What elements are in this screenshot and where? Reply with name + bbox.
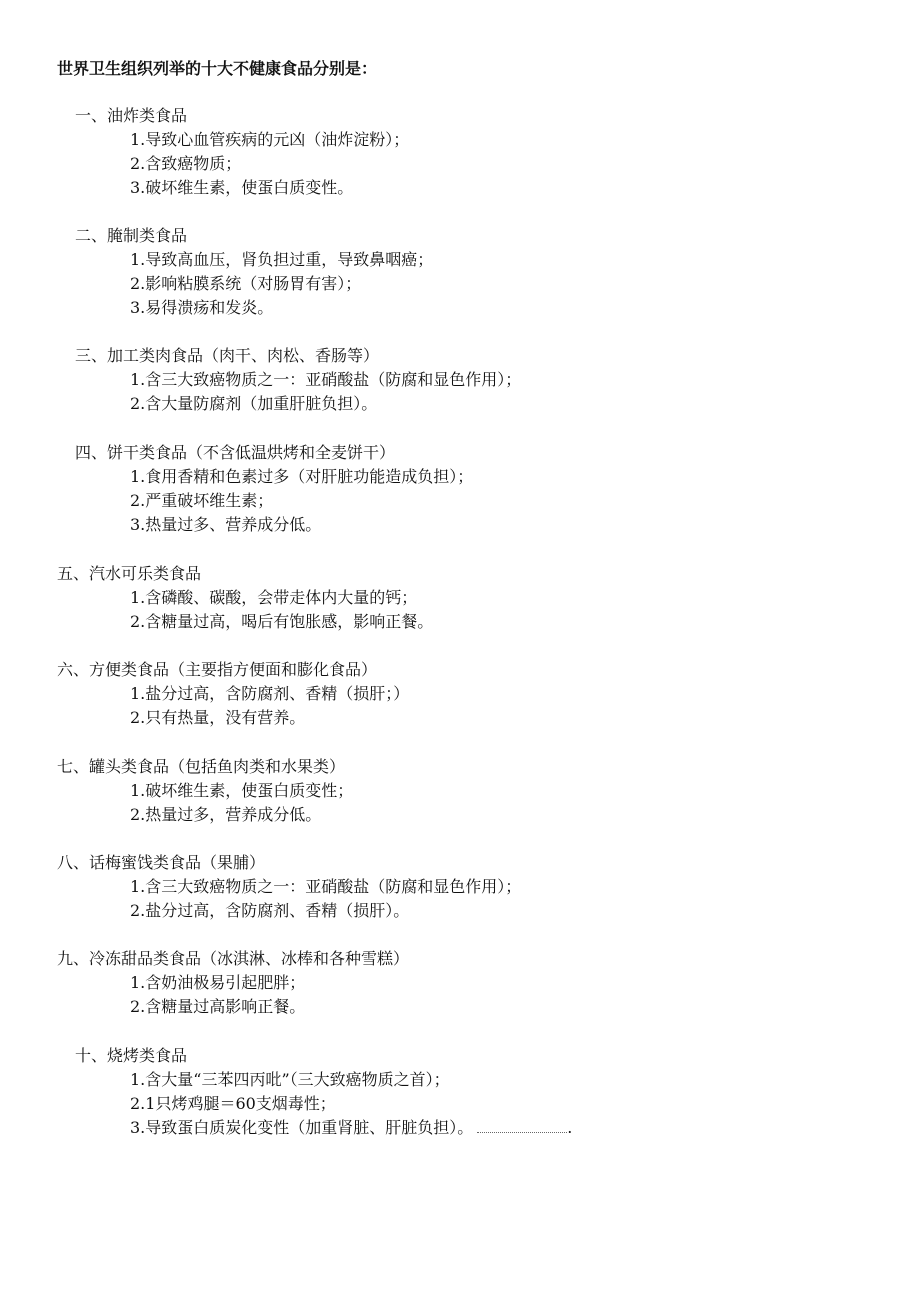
list-item: 1.含大量“三苯四丙吡”（三大致癌物质之首）； <box>130 1070 450 1089</box>
list-item: 3.破坏维生素，使蛋白质变性。 <box>130 178 354 197</box>
section-heading: 三、加工类肉食品（肉干、肉松、香肠等） <box>75 346 380 365</box>
list-item: 2.含糖量过高，喝后有饱胀感，影响正餐。 <box>130 612 434 631</box>
section-heading: 一、油炸类食品 <box>75 106 188 125</box>
section-pickled-foods <box>0 224 920 320</box>
section-heading: 六、方便类食品（主要指方便面和膨化食品） <box>57 660 378 679</box>
section-heading: 五、汽水可乐类食品 <box>57 564 202 583</box>
section-heading: 七、罐头类食品（包括鱼肉类和水果类） <box>57 757 346 776</box>
list-item: 2.盐分过高，含防腐剂、香精（损肝）。 <box>130 901 410 920</box>
list-item <box>0 1116 920 1140</box>
list-item: 3.热量过多、营养成分低。 <box>130 515 322 534</box>
section-fried-foods <box>0 104 920 200</box>
list-item: 1.导致高血压，肾负担过重，导致鼻咽癌； <box>130 250 434 269</box>
list-item: 1.盐分过高，含防腐剂、香精（损肝；） <box>130 684 410 703</box>
section-instant-foods <box>0 658 920 730</box>
section-preserved-fruits <box>0 851 920 923</box>
section-heading: 九、冷冻甜品类食品（冰淇淋、冰棒和各种雪糕） <box>57 949 410 968</box>
list-item: 2.严重破坏维生素； <box>130 491 274 510</box>
list-item: 1.含奶油极易引起肥胖； <box>130 973 306 992</box>
trailing-mark: . <box>567 1118 573 1137</box>
section-barbecue <box>0 1044 920 1140</box>
list-item: 1.含磷酸、碳酸，会带走体内大量的钙； <box>130 588 418 607</box>
list-item-text: 3.导致蛋白质炭化变性（加重肾脏、肝脏负担）。 <box>130 1118 474 1137</box>
section-processed-meat <box>0 344 920 416</box>
section-heading: 二、腌制类食品 <box>75 226 188 245</box>
list-item: 1.破坏维生素，使蛋白质变性； <box>130 781 354 800</box>
list-item: 1.导致心血管疾病的元凶（油炸淀粉）； <box>130 130 410 149</box>
list-item: 2.1只烤鸡腿＝60支烟毒性； <box>130 1094 336 1113</box>
list-item: 2.含致癌物质； <box>130 154 242 173</box>
page-title: 世界卫生组织列举的十大不健康食品分别是： <box>57 59 378 78</box>
section-frozen-desserts <box>0 947 920 1019</box>
list-item: 1.食用香精和色素过多（对肝脏功能造成负担）； <box>130 467 474 486</box>
section-heading: 十、烧烤类食品 <box>75 1046 188 1065</box>
section-heading: 八、话梅蜜饯类食品（果脯） <box>57 853 266 872</box>
dotted-leader <box>477 1122 567 1133</box>
list-item: 2.含糖量过高影响正餐。 <box>130 997 306 1016</box>
list-item: 2.只有热量，没有营养。 <box>130 708 306 727</box>
section-canned-foods <box>0 755 920 827</box>
list-item: 2.影响粘膜系统（对肠胃有害）； <box>130 274 362 293</box>
list-item: 3.易得溃疡和发炎。 <box>130 298 274 317</box>
list-item: 2.热量过多，营养成分低。 <box>130 805 322 824</box>
list-item: 1.含三大致癌物质之一：亚硝酸盐（防腐和显色作用）； <box>130 370 522 389</box>
list-item: 2.含大量防腐剂（加重肝脏负担）。 <box>130 394 378 413</box>
section-biscuits <box>0 441 920 537</box>
section-heading: 四、饼干类食品（不含低温烘烤和全麦饼干） <box>75 443 396 462</box>
list-item: 1.含三大致癌物质之一：亚硝酸盐（防腐和显色作用）； <box>130 877 522 896</box>
section-soda <box>0 562 920 634</box>
